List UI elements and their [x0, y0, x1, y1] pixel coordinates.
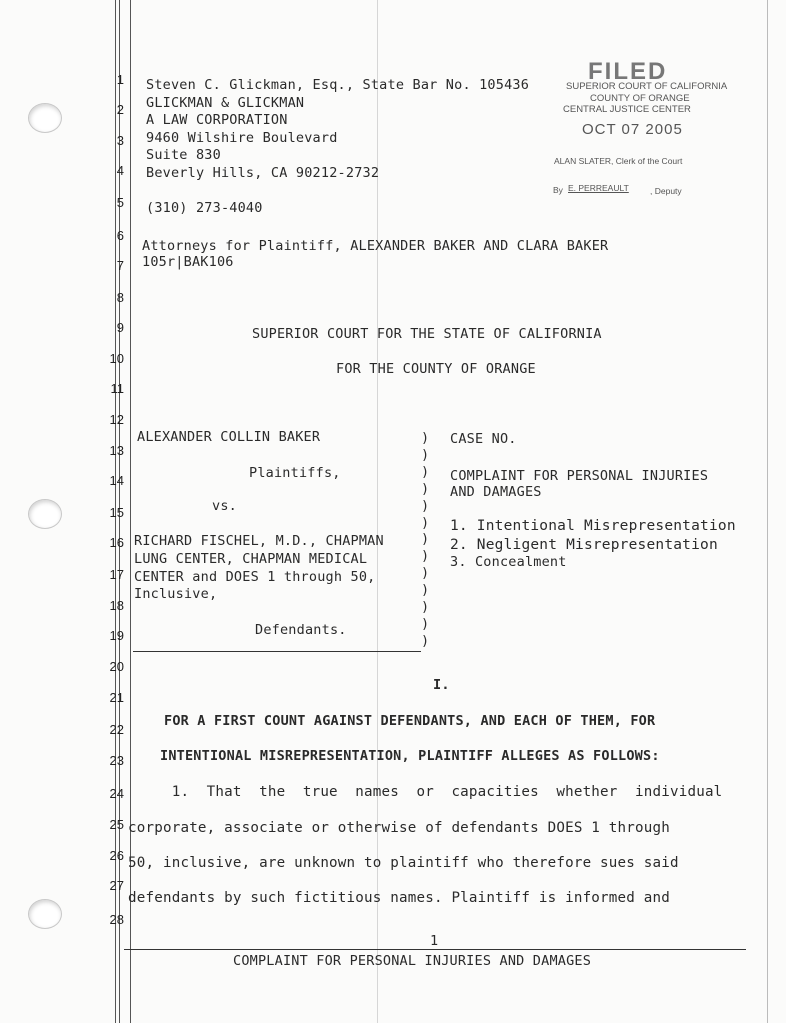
line-number: 2: [116, 102, 124, 117]
court-name: SUPERIOR COURT FOR THE STATE OF CALIFORNIA: [252, 326, 602, 342]
line-number: 5: [116, 195, 124, 210]
defendant-line-1: RICHARD FISCHEL, M.D., CHAPMAN: [134, 533, 384, 549]
versus: vs.: [212, 498, 237, 514]
line-number: 8: [116, 290, 124, 305]
caption-bracket: ): [421, 632, 430, 649]
section-number: I.: [433, 677, 450, 693]
caption-bracket: ): [421, 582, 430, 599]
line-number: 3: [116, 133, 124, 148]
line-number: 25: [109, 817, 124, 832]
defendant-line-4: Inclusive,: [134, 586, 218, 602]
body-line-1: 1. That the true names or capacities whether individual: [128, 784, 723, 800]
line-number: 15: [109, 505, 124, 520]
line-number: 9: [116, 320, 124, 335]
case-number-label: CASE NO.: [450, 431, 517, 447]
line-number: 21: [109, 690, 124, 705]
attorney-line: Steven C. Glickman, Esq., State Bar No. 105436: [146, 77, 530, 93]
caption-bracket: ): [421, 430, 430, 446]
line-number: 11: [110, 381, 124, 396]
cause-3: 3. Concealment: [450, 554, 567, 570]
stamp-county: COUNTY OF ORANGE: [590, 93, 690, 104]
line-number: 17: [109, 567, 124, 582]
cause-1: 1. Intentional Misrepresentation: [450, 518, 736, 534]
firm-name: GLICKMAN & GLICKMAN: [146, 95, 305, 111]
line-number: 22: [109, 722, 124, 737]
phone: (310) 273-4040: [146, 200, 263, 216]
court-county: FOR THE COUNTY OF ORANGE: [336, 361, 536, 377]
line-number: 20: [109, 659, 124, 674]
line-number: 28: [109, 912, 124, 927]
punch-hole-bottom: [28, 899, 62, 929]
stamp-deputy: , Deputy: [650, 186, 682, 196]
defendant-line-3: CENTER and DOES 1 through 50,: [134, 569, 376, 585]
stamp-date: OCT 07 2005: [582, 121, 683, 138]
caption-bracket: ): [421, 531, 430, 548]
line-number: 1: [116, 72, 124, 87]
line-number: 4: [116, 163, 124, 178]
caption-bracket: ): [421, 463, 430, 480]
caption-bracket: ): [421, 548, 430, 565]
firm-corp: A LAW CORPORATION: [146, 112, 288, 128]
line-number: 6: [116, 228, 124, 243]
line-number: 10: [109, 351, 124, 366]
attorneys-for: Attorneys for Plaintiff, ALEXANDER BAKER AND CLARA BAKER: [142, 238, 609, 254]
count-heading-2: INTENTIONAL MISREPRESENTATION, PLAINTIFF ALLEGES AS FOLLOWS:: [160, 748, 660, 764]
line-number: 14: [109, 473, 124, 488]
page-number: 1: [430, 933, 439, 949]
right-margin-rule: [767, 0, 768, 1023]
file-reference: 105r|BAK106: [142, 254, 234, 270]
line-number: 12: [109, 412, 124, 427]
line-number: 13: [109, 443, 124, 458]
stamp-clerk: ALAN SLATER, Clerk of the Court: [554, 156, 683, 166]
complaint-title-2: AND DAMAGES: [450, 484, 542, 500]
address-line-2: Suite 830: [146, 147, 221, 163]
plaintiff-name: ALEXANDER COLLIN BAKER: [137, 429, 321, 445]
line-number: 24: [109, 786, 124, 801]
caption-bracket: ): [421, 599, 430, 615]
stamp-by-name: E. PERREAULT: [568, 183, 629, 193]
footer-title: COMPLAINT FOR PERSONAL INJURIES AND DAMAGES: [233, 953, 592, 969]
caption-bottom-rule: [133, 651, 421, 652]
caption-bracket: ): [421, 446, 430, 463]
caption-bracket: ): [421, 514, 430, 531]
stamp-center: CENTRAL JUSTICE CENTER: [563, 104, 691, 115]
line-number: 23: [109, 753, 124, 768]
defendant-line-2: LUNG CENTER, CHAPMAN MEDICAL: [134, 551, 368, 567]
caption-bracket: ): [421, 615, 430, 632]
line-number: 27: [109, 878, 124, 893]
stamp-by-label: By: [553, 185, 563, 195]
line-number: 7: [116, 258, 124, 273]
line-number: 18: [109, 598, 124, 613]
plaintiffs-label: Plaintiffs,: [249, 465, 341, 481]
count-heading-1: FOR A FIRST COUNT AGAINST DEFENDANTS, AND EACH OF THEM, FOR: [164, 713, 656, 729]
body-line-4: defendants by such fictitious names. Plaintiff is informed and: [128, 890, 670, 906]
address-city: Beverly Hills, CA 90212-2732: [146, 165, 380, 181]
filed-label: FILED: [588, 58, 668, 85]
address-line-1: 9460 Wilshire Boulevard: [146, 130, 338, 146]
punch-hole-middle: [28, 499, 62, 529]
punch-hole-top: [28, 103, 62, 133]
stamp-court: SUPERIOR COURT OF CALIFORNIA: [566, 81, 728, 92]
cause-2: 2. Negligent Misrepresentation: [450, 537, 718, 553]
footer-rule: [124, 949, 746, 950]
line-number: 26: [109, 848, 124, 863]
line-number: 16: [109, 535, 124, 550]
body-line-3: 50, inclusive, are unknown to plaintiff who therefore sues said: [128, 855, 679, 871]
caption-bracket: ): [421, 565, 430, 582]
body-line-2: corporate, associate or otherwise of defendants DOES 1 through: [128, 820, 670, 836]
caption-bracket: ): [421, 480, 430, 497]
line-number: 19: [109, 628, 124, 643]
complaint-title-1: COMPLAINT FOR PERSONAL INJURIES: [450, 468, 709, 484]
caption-bracket: ): [421, 497, 430, 514]
defendants-label: Defendants.: [255, 622, 347, 638]
